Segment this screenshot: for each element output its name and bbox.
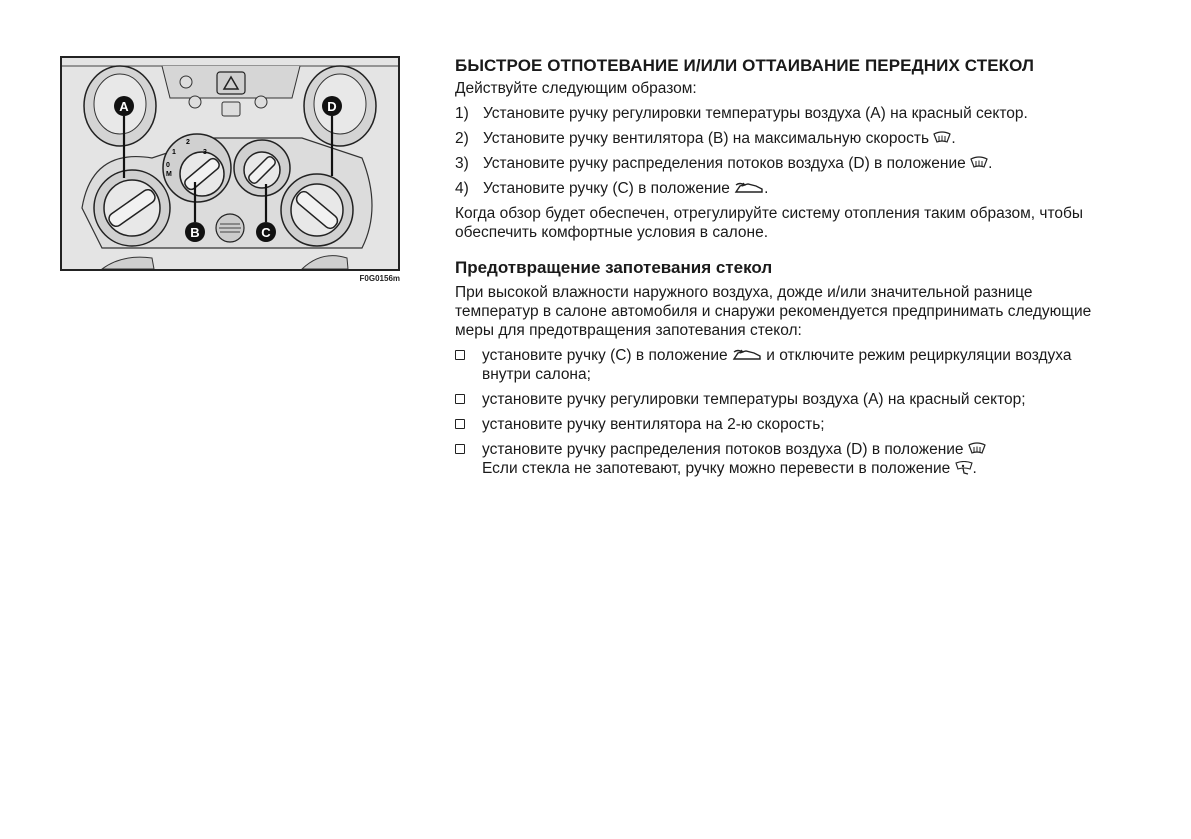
checkbox-bullet-icon: [455, 419, 465, 429]
bullet-text: установите ручку вентилятора на 2-ю скорость;: [482, 416, 825, 433]
outside-air-icon: [734, 181, 764, 195]
callout-c-label: C: [261, 225, 271, 240]
step-number: 4): [455, 180, 469, 197]
step-text-wrap: Установите ручку вентилятора (B) на максимальную скорость .: [483, 130, 956, 147]
callout-c: [256, 222, 276, 242]
fan-speed-3: 3: [203, 149, 207, 156]
step-2: [455, 129, 1095, 148]
bullet-text-wrap: [482, 346, 1095, 384]
section1-outro: Когда обзор будет обеспечен, отрегулируйте систему отопления таким образом, чтобы обеспечить комфортные условия в салоне.: [455, 205, 1084, 241]
step-text: Установите ручку регулировки температуры воздуха (A) на красный сектор.: [483, 105, 1028, 122]
knob-a-temperature: [94, 170, 170, 246]
section2-title: Предотвращение запотевания стекол: [455, 258, 773, 277]
callout-d: [322, 96, 342, 116]
callout-d-label: D: [327, 99, 337, 114]
section2-intro: При высокой влажности наружного воздуха, дожде и/или значительной разнице температур в салоне автомобиля и снаружи рекомендуется предпринимать следующие меры для предотвращения запотевания стекол:: [455, 284, 1092, 339]
bullet-text: установите ручку (C) в положение: [482, 347, 728, 364]
bullet-text-wrap: установите ручку распределения потоков воздуха (D) в положение Если стекла не запотевают, ручку можно перевести в положение .: [482, 440, 1095, 478]
step-3: [455, 154, 1095, 173]
step-text-wrap: Установите ручку распределения потоков воздуха (D) в положение .: [483, 155, 993, 172]
windshield-foot-icon: [955, 461, 973, 475]
section1-intro: Действуйте следующим образом:: [455, 80, 697, 97]
section1-title: БЫСТРОЕ ОТПОТЕВАНИЕ И/ИЛИ ОТТАИВАНИЕ ПЕРЕДНИХ СТЕКОЛ: [455, 56, 1035, 75]
climate-control-figure: [60, 56, 400, 271]
knob-c-recirculation: [234, 140, 290, 196]
fan-speed-0: 0: [166, 162, 170, 169]
step-text: Установите ручку (C) в положение: [483, 180, 730, 197]
center-grille: [216, 214, 244, 242]
step-4: [455, 179, 1095, 198]
checkbox-bullet-icon: [455, 394, 465, 404]
callout-b-label: B: [190, 225, 200, 240]
bullet-note: Если стекла не запотевают, ручку можно перевести в положение: [482, 460, 951, 477]
step-text: Установите ручку распределения потоков воздуха (D) в положение: [483, 155, 966, 172]
windshield-defrost-icon: [968, 442, 986, 456]
callout-a-label: A: [119, 99, 129, 114]
step-text-wrap: Установите ручку (C) в положение .: [483, 180, 769, 197]
bullet-2: [455, 390, 1095, 409]
step-number: 1): [455, 105, 469, 122]
fan-speed-2: 2: [186, 139, 190, 146]
bullet-text-continued: и отключите режим рециркуляции воздуха внутри салона;: [482, 347, 1072, 383]
bullet-3: [455, 415, 1095, 434]
checkbox-bullet-icon: [455, 444, 465, 454]
knob-d-distribution: [281, 174, 353, 246]
fan-speed-m: M: [166, 171, 172, 178]
step-1: [455, 104, 1095, 123]
bullet-text: установите ручку регулировки температуры воздуха (A) на красный сектор;: [482, 391, 1026, 408]
figure-code: F0G0156m: [359, 274, 400, 283]
windshield-defrost-icon: [970, 156, 988, 170]
outside-air-icon: [732, 348, 762, 362]
callout-b: [185, 222, 205, 242]
bullet-4: [455, 440, 1095, 478]
step-number: 2): [455, 130, 469, 147]
checkbox-bullet-icon: [455, 350, 465, 360]
hazard-button-icon: [217, 72, 245, 94]
knob-b-fan: [163, 134, 231, 202]
instructions-column: [455, 56, 1095, 484]
climate-panel-illustration: [62, 58, 398, 269]
fan-speed-1: 1: [172, 149, 176, 156]
callout-a: [114, 96, 134, 116]
windshield-defrost-icon: [933, 131, 951, 145]
bullet-1: [455, 346, 1095, 384]
step-text: Установите ручку вентилятора (B) на максимальную скорость: [483, 130, 930, 147]
step-number: 3): [455, 155, 469, 172]
bullet-text: установите ручку распределения потоков воздуха (D) в положение: [482, 441, 964, 458]
